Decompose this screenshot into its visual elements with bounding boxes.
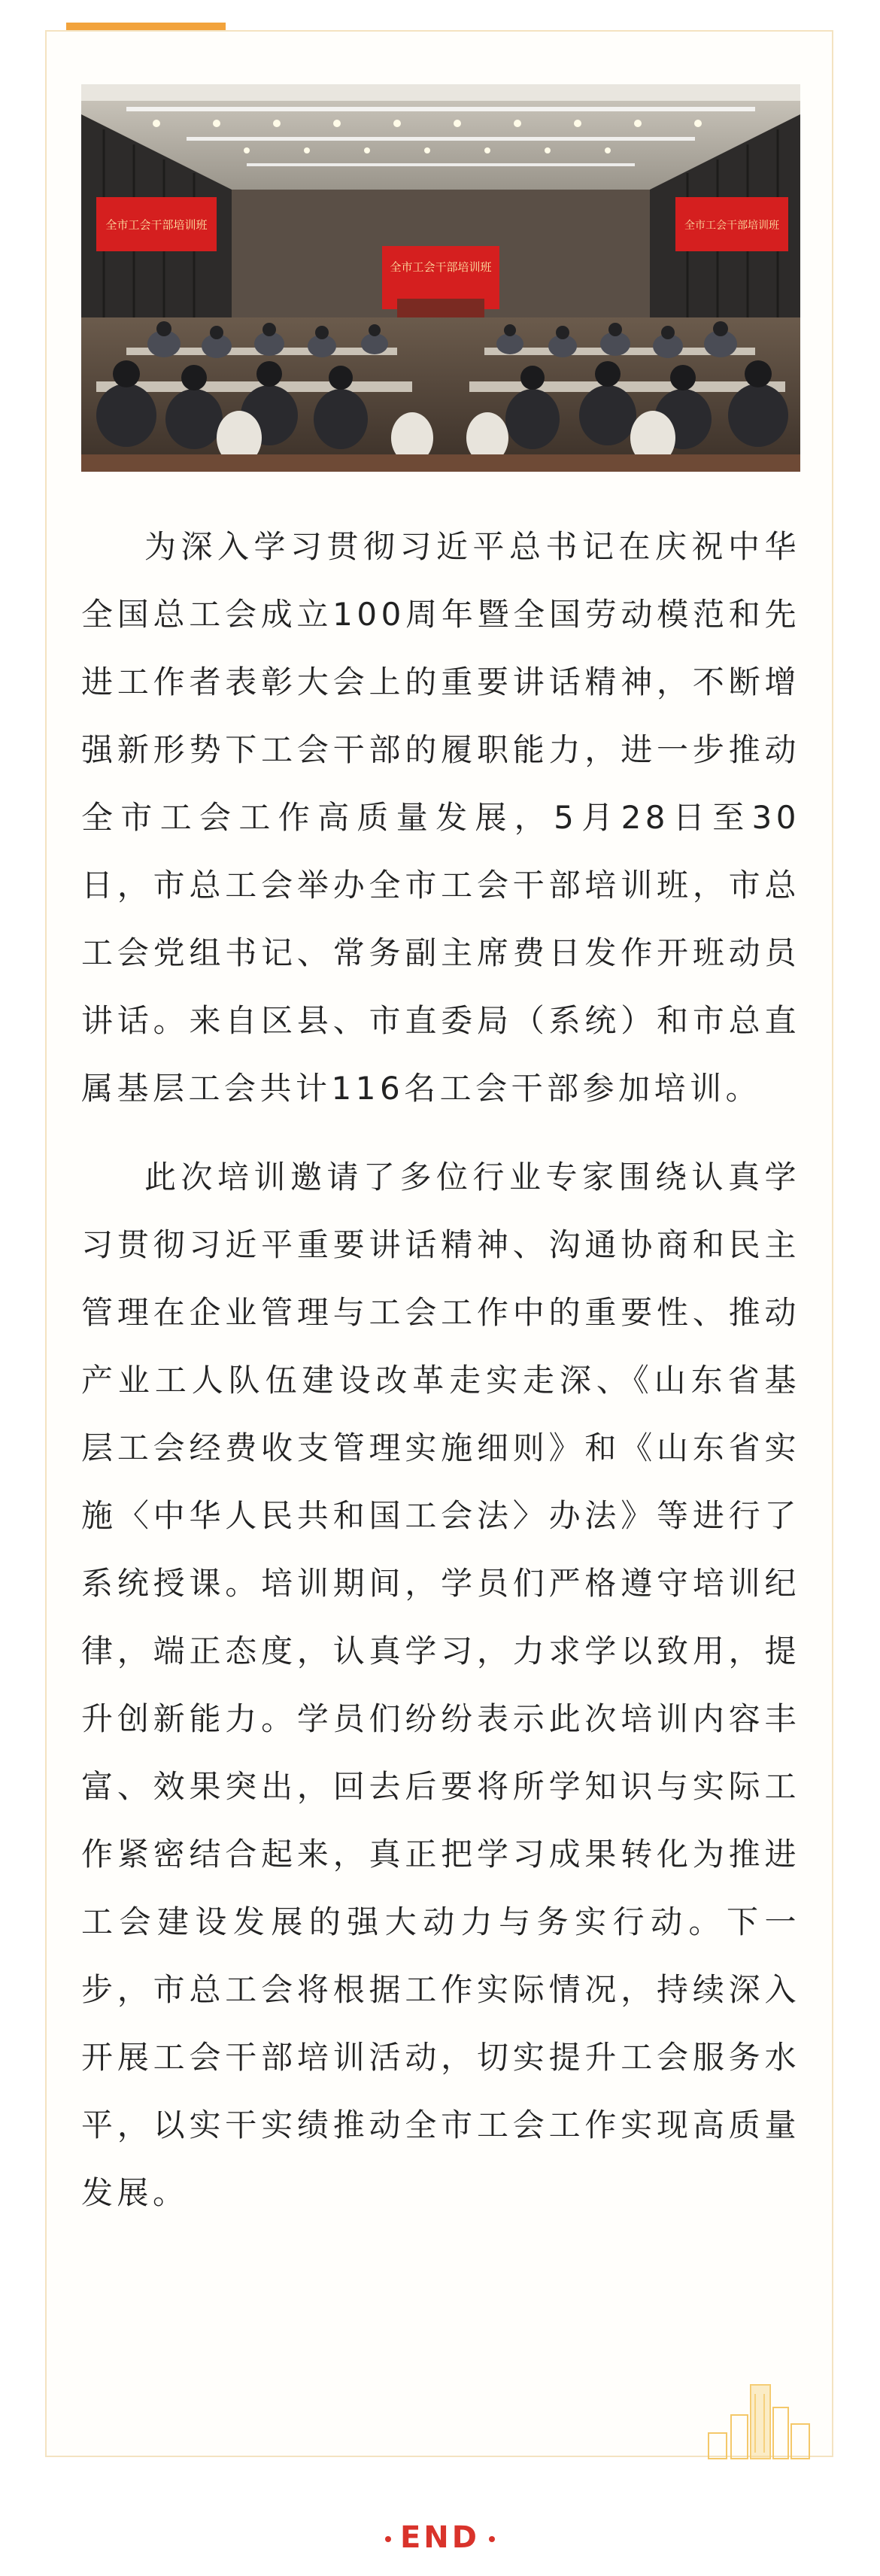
banner-left-text: 全市工会干部培训班 xyxy=(105,218,208,232)
city-skyline-decoration xyxy=(686,2370,836,2460)
training-meeting-photo xyxy=(81,84,800,472)
article-body xyxy=(81,513,800,2248)
end-label: END xyxy=(399,2520,480,2555)
end-dot-right xyxy=(489,2536,495,2542)
article-paragraph: 为深入学习贯彻习近平总书记在庆祝中华全国总工会成立100周年暨全国劳动模范和先进工作者表彰大会上的重要讲话精神，不断增强新形势下工会干部的履职能力，进一步推动全市工会工作高质量发展，5月28日至30日，市总工会举办全市工会干部培训班，市总工会党组书记、常务副主席费日发作开班动员讲话。来自区县、市直委局（系统）和市总直属基层工会共计116名工会干部参加培训。 xyxy=(81,528,800,1107)
end-marker xyxy=(0,2520,880,2555)
banner-right-text: 全市工会干部培训班 xyxy=(684,220,779,232)
end-dot-left xyxy=(385,2536,391,2542)
banner-center-text: 全市工会干部培训班 xyxy=(390,260,492,274)
article-paragraph: 此次培训邀请了多位行业专家围绕认真学习贯彻习近平重要讲话精神、沟通协商和民主管理在企业管理与工会工作中的重要性、推动产业工人队伍建设改革走实走深、《山东省基层工会经费收支管理实施细则》和《山东省实施〈中华人民共和国工会法〉办法》等进行了系统授课。培训期间，学员们严格遵守培训纪律，端正态度，认真学习，力求学以致用，提升创新能力。学员们纷纷表示此次培训内容丰富、效果突出，回去后要将所学知识与实际工作紧密结合起来，真正把学习成果转化为推进工会建设发展的强大动力与务实行动。下一步，市总工会将根据工作实际情况，持续深入开展工会干部培训活动，切实提升工会服务水平，以实干实绩推动全市工会工作实现高质量发展。 xyxy=(81,1159,800,2211)
